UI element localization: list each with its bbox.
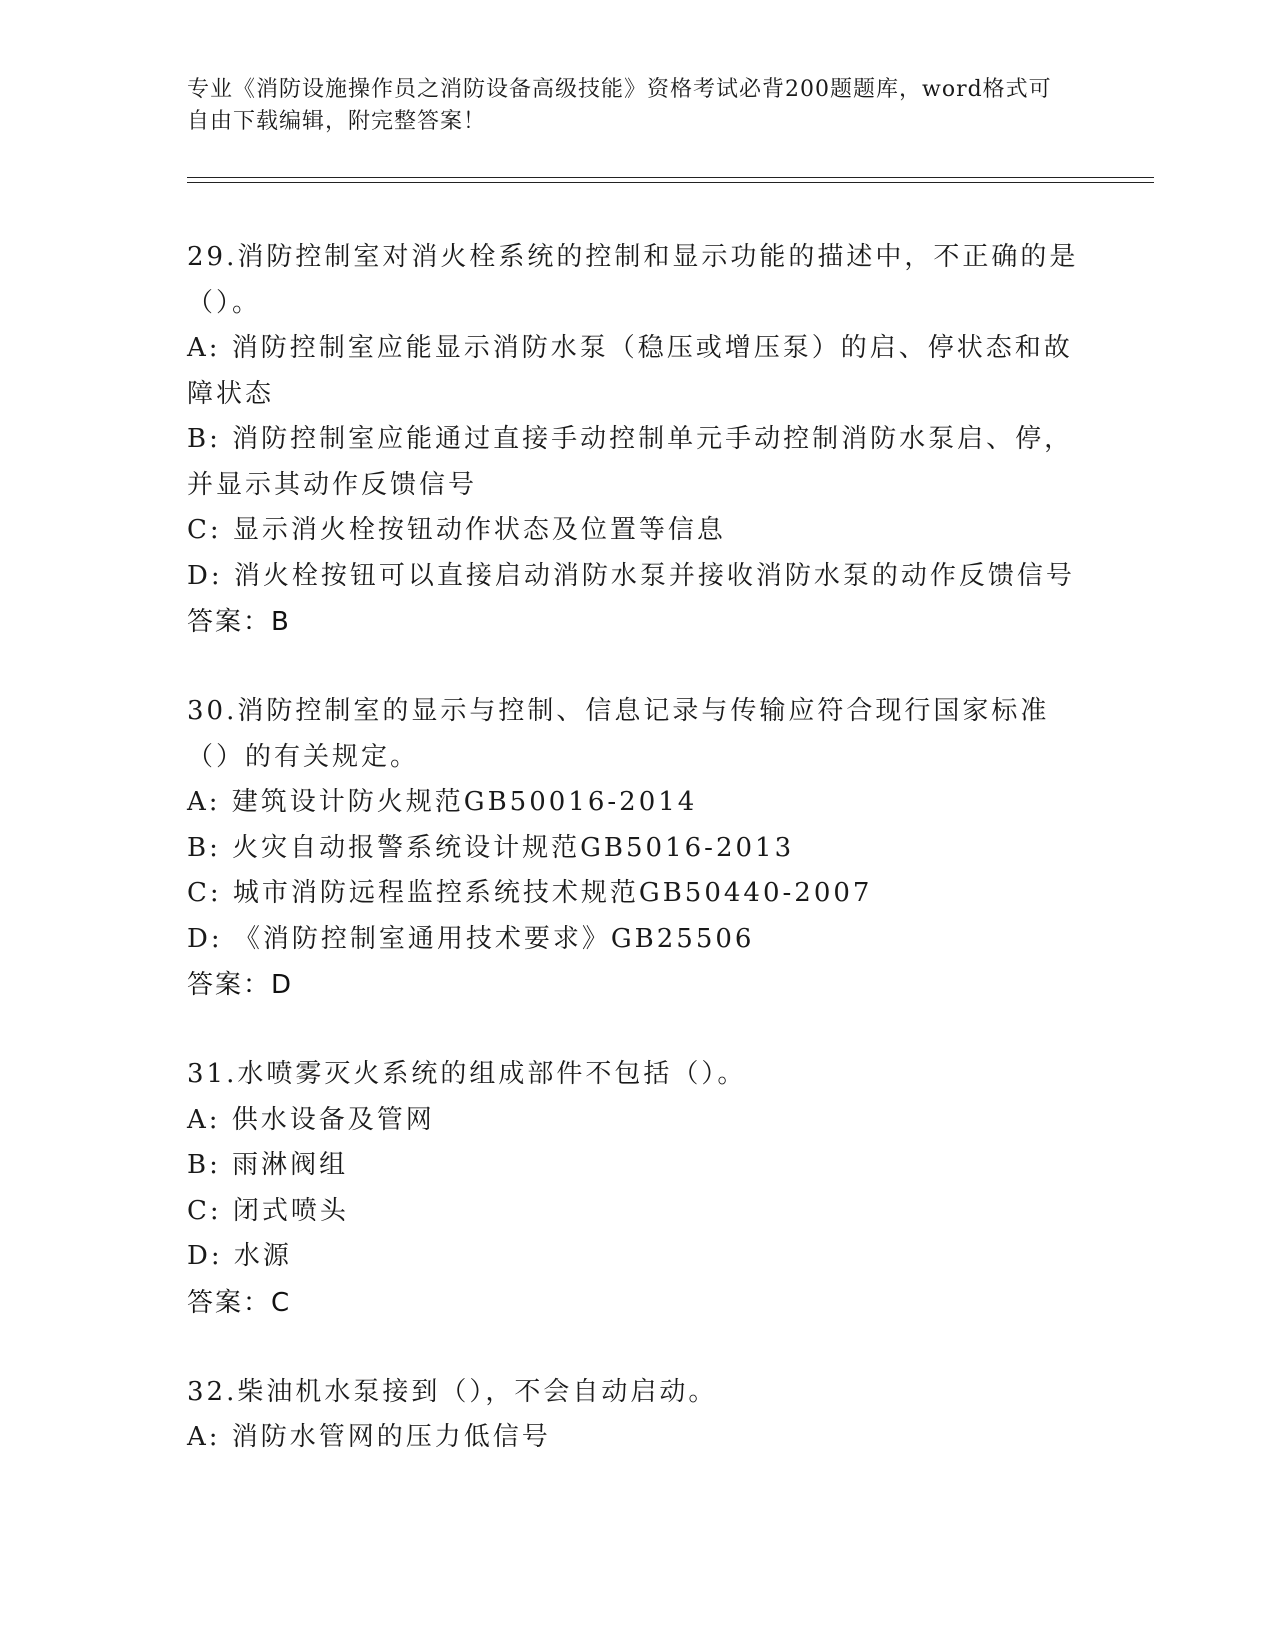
answer-label: 答案：B bbox=[187, 607, 291, 637]
question-stem: 30.消防控制室的显示与控制、信息记录与传输应符合现行国家标准（）的有关规定。 bbox=[187, 696, 1050, 772]
question-stem: 32.柴油机水泵接到（），不会自动启动。 bbox=[187, 1376, 718, 1407]
option-d: D: 消火栓按钮可以直接启动消防水泵并接收消防水泵的动作反馈信号 bbox=[187, 560, 1075, 591]
option-b: B: 火灾自动报警系统设计规范GB5016-2013 bbox=[187, 832, 795, 863]
option-c: C: 显示消火栓按钮动作状态及位置等信息 bbox=[187, 515, 726, 545]
question-list bbox=[187, 235, 1087, 1505]
option-a: A: 建筑设计防火规范GB50016-2014 bbox=[187, 787, 698, 817]
header-divider-bottom bbox=[187, 182, 1154, 183]
option-a: A: 消防水管网的压力低信号 bbox=[187, 1422, 551, 1452]
question-30 bbox=[187, 689, 1087, 1008]
answer-label: 答案：C bbox=[187, 1287, 292, 1318]
option-b: B: 雨淋阀组 bbox=[187, 1150, 349, 1180]
question-stem: 29.消防控制室对消火栓系统的控制和显示功能的描述中，不正确的是（）。 bbox=[187, 242, 1079, 318]
option-a: A: 消防控制室应能显示消防水泵（稳压或增压泵）的启、停状态和故障状态 bbox=[187, 333, 1073, 409]
answer-label: 答案：D bbox=[187, 970, 294, 1000]
question-31 bbox=[187, 1052, 1087, 1326]
option-d: D: 水源 bbox=[187, 1241, 292, 1271]
header-divider-top bbox=[187, 177, 1154, 178]
question-stem: 31.水喷雾灭火系统的组成部件不包括（）。 bbox=[187, 1059, 747, 1089]
option-b: B: 消防控制室应能通过直接手动控制单元手动控制消防水泵启、停，并显示其动作反馈信号 bbox=[187, 424, 1074, 500]
question-29 bbox=[187, 235, 1087, 645]
document-header: 专业《消防设施操作员之消防设备高级技能》资格考试必背200题题库，word格式可自由下载编辑，附完整答案！ bbox=[187, 77, 1052, 134]
option-c: C: 城市消防远程监控系统技术规范GB50440-2007 bbox=[187, 878, 873, 908]
option-a: A: 供水设备及管网 bbox=[187, 1104, 435, 1135]
option-d: D: 《消防控制室通用技术要求》GB25506 bbox=[187, 923, 755, 954]
option-c: C: 闭式喷头 bbox=[187, 1195, 349, 1226]
question-32 bbox=[187, 1370, 1087, 1461]
